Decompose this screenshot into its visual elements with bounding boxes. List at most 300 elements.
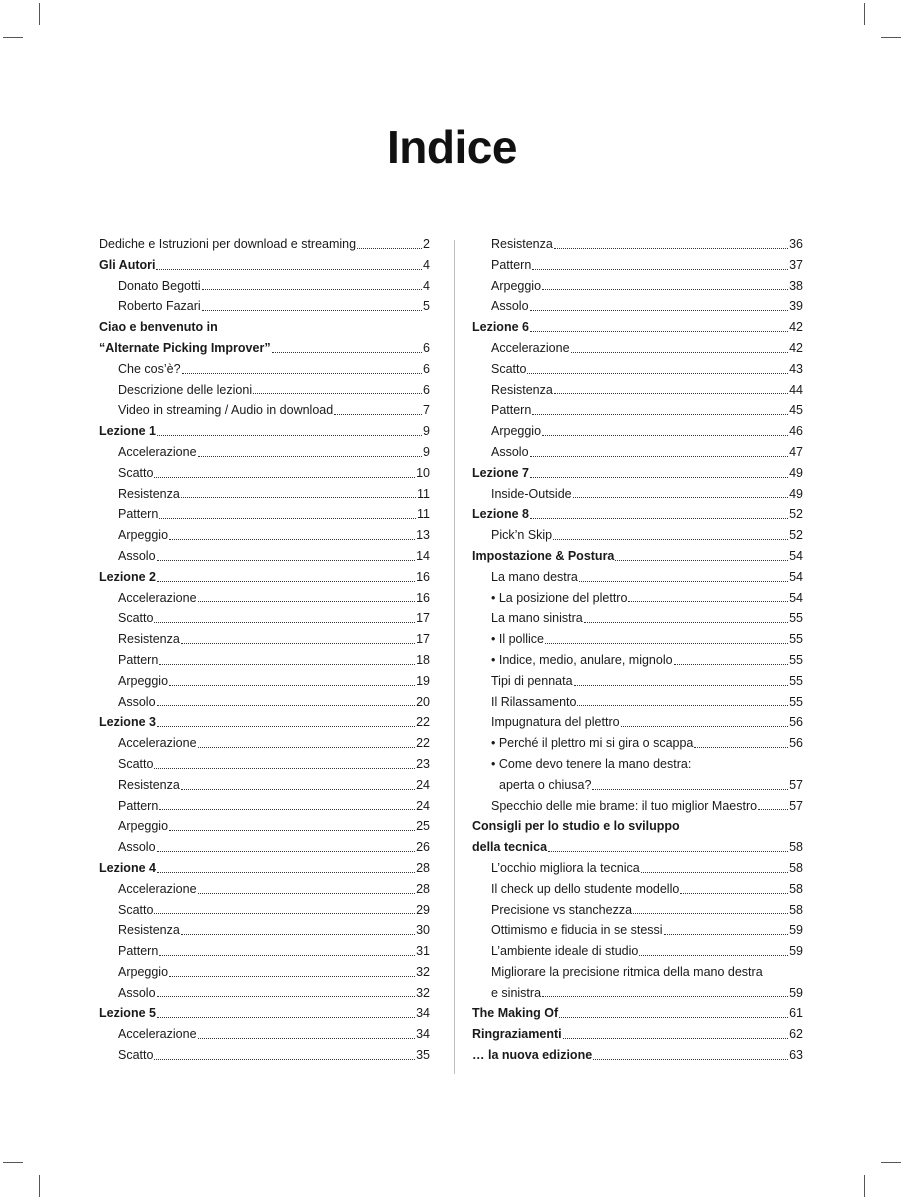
toc-entry[interactable] (99, 421, 430, 442)
toc-entry-page: 29 (416, 902, 430, 917)
toc-entry-label: Lezione 1 (99, 424, 156, 439)
toc-entry[interactable] (99, 941, 430, 962)
toc-entry[interactable] (472, 941, 803, 962)
toc-entry[interactable] (472, 463, 803, 484)
dot-leader (680, 893, 788, 894)
toc-entry-page: 13 (416, 528, 430, 543)
toc-entry-page: 56 (789, 736, 803, 751)
toc-entry[interactable] (99, 588, 430, 609)
toc-entry-page: 32 (416, 964, 430, 979)
toc-entry[interactable] (99, 733, 430, 754)
dot-leader (169, 830, 415, 831)
toc-entry-label: Pattern (491, 403, 532, 418)
toc-entry-page: 55 (789, 611, 803, 626)
toc-entry-page: 39 (789, 299, 803, 314)
toc-entry[interactable] (99, 650, 430, 671)
toc-entry-label: • La posizione del plettro (491, 590, 628, 605)
toc-entry-label: Arpeggio (118, 528, 169, 543)
toc-entry[interactable] (99, 712, 430, 733)
dot-leader (154, 1059, 415, 1060)
toc-entry-page: 55 (789, 632, 803, 647)
toc-entry-page: 35 (416, 1048, 430, 1063)
toc-entry[interactable] (472, 234, 803, 255)
dot-leader (157, 581, 415, 582)
toc-entry[interactable] (99, 296, 430, 317)
toc-entry[interactable] (99, 692, 430, 713)
toc-entry[interactable] (99, 837, 430, 858)
toc-entry-page: 19 (416, 673, 430, 688)
toc-entry-label: Assolo (118, 985, 156, 1000)
toc-entry-label: Lezione 6 (472, 320, 529, 335)
toc-entry-page: 7 (423, 403, 430, 418)
toc-entry-page: 11 (417, 507, 430, 522)
toc-entry[interactable] (99, 276, 430, 297)
toc-entry[interactable] (472, 317, 803, 338)
toc-entry-label: Accelerazione (118, 590, 197, 605)
toc-entry[interactable] (99, 317, 430, 338)
dot-leader (157, 851, 416, 852)
dot-leader (157, 560, 416, 561)
dot-leader (154, 768, 415, 769)
toc-entry-page: 46 (789, 424, 803, 439)
toc-entry-label: Pattern (491, 257, 532, 272)
toc-entry-page: 49 (789, 486, 803, 501)
toc-entry-label: Pattern (118, 652, 159, 667)
toc-entry[interactable] (472, 754, 803, 775)
toc-entry[interactable] (472, 650, 803, 671)
dot-leader (198, 747, 416, 748)
dot-leader (334, 414, 422, 415)
dot-leader (641, 872, 788, 873)
toc-entry-label: Arpeggio (491, 424, 542, 439)
toc-entry-label: L’occhio migliora la tecnica (491, 860, 640, 875)
toc-entry[interactable] (472, 671, 803, 692)
dot-leader (181, 789, 415, 790)
toc-entry-page: 61 (789, 1006, 803, 1021)
toc-entry[interactable] (99, 359, 430, 380)
toc-entry-page: 44 (789, 382, 803, 397)
toc-entry[interactable] (99, 504, 430, 525)
dot-leader (198, 1038, 416, 1039)
dot-leader (154, 477, 415, 478)
toc-entry-page: 9 (423, 424, 430, 439)
toc-entry-page: 32 (416, 985, 430, 1000)
toc-entry[interactable] (472, 546, 803, 567)
toc-entry-page: 16 (416, 569, 430, 584)
crop-mark (881, 1162, 901, 1163)
dot-leader (571, 352, 789, 353)
dot-leader (157, 1017, 415, 1018)
dot-leader (574, 685, 789, 686)
toc-entry[interactable] (472, 983, 803, 1004)
toc-entry-page: 4 (423, 278, 430, 293)
toc-entry[interactable] (472, 421, 803, 442)
dot-leader (563, 1038, 788, 1039)
toc-entry-page: 57 (789, 777, 803, 792)
toc-entry[interactable] (472, 900, 803, 921)
toc-entry-page: 54 (789, 569, 803, 584)
dot-leader (530, 518, 788, 519)
toc-entry[interactable] (99, 671, 430, 692)
dot-leader (548, 851, 788, 852)
toc-entry-label: Accelerazione (118, 881, 197, 896)
toc-entry-label: Precisione vs stanchezza (491, 902, 633, 917)
toc-entry-label: Arpeggio (118, 819, 169, 834)
crop-mark (881, 37, 901, 38)
toc-entry[interactable] (99, 983, 430, 1004)
toc-entry[interactable] (99, 608, 430, 629)
dot-leader (545, 643, 788, 644)
toc-entry-label: Arpeggio (491, 278, 542, 293)
toc-entry-page: 52 (789, 528, 803, 543)
toc-entry-label: Gli Autori (99, 257, 156, 272)
toc-entry-page: 49 (789, 465, 803, 480)
dot-leader (664, 934, 789, 935)
toc-entry[interactable] (99, 1045, 430, 1066)
toc-entry-page: 58 (789, 881, 803, 896)
crop-mark (39, 3, 40, 25)
toc-entry-label: aperta o chiusa? (499, 777, 592, 792)
toc-entry-page: 6 (423, 361, 430, 376)
dot-leader (559, 1017, 788, 1018)
toc-entry[interactable] (99, 400, 430, 421)
toc-entry-label: Specchio delle mie brame: il tuo miglior Maestro (491, 798, 758, 813)
toc-entry[interactable] (472, 816, 803, 837)
toc-entry[interactable] (99, 858, 430, 879)
toc-entry[interactable] (99, 255, 430, 276)
dot-leader (159, 664, 415, 665)
dot-leader (615, 560, 788, 561)
toc-entry[interactable] (99, 962, 430, 983)
toc-entry-label: Ringraziamenti (472, 1027, 562, 1042)
toc-entry-label: della tecnica (472, 840, 548, 855)
toc-entry-page: 23 (416, 756, 430, 771)
dot-leader (182, 373, 423, 374)
toc-entry-label: Resistenza (118, 923, 180, 938)
dot-leader (157, 726, 415, 727)
toc-entry-label: Lezione 4 (99, 860, 156, 875)
toc-entry-page: 36 (789, 237, 803, 251)
toc-entry-page: 17 (416, 611, 430, 626)
toc-entry-label: Resistenza (491, 237, 553, 251)
toc-entry-label: Resistenza (118, 486, 180, 501)
toc-entry-label: Accelerazione (491, 340, 570, 355)
toc-entry-label: Il check up dello studente modello (491, 881, 680, 896)
toc-entry[interactable] (472, 837, 803, 858)
dot-leader (157, 996, 416, 997)
toc-entry[interactable] (472, 567, 803, 588)
crop-mark (3, 1162, 23, 1163)
toc-entry-page: 9 (423, 444, 430, 459)
toc-entry-label: Pattern (118, 944, 159, 959)
toc-entry-label: Lezione 8 (472, 507, 529, 522)
crop-mark (3, 37, 23, 38)
toc-entry[interactable] (99, 338, 430, 359)
toc-entry[interactable] (472, 733, 803, 754)
toc-entry-label: Assolo (118, 840, 156, 855)
dot-leader (530, 310, 789, 311)
dot-leader (639, 955, 788, 956)
toc-entry-page: 24 (416, 798, 430, 813)
toc-entry-page: 42 (789, 340, 803, 355)
toc-entry-page: 11 (417, 486, 430, 501)
toc-entry[interactable] (472, 712, 803, 733)
toc-entry-page: 62 (789, 1027, 803, 1042)
toc-entry-label: … la nuova edizione (472, 1048, 593, 1063)
dot-leader (181, 934, 415, 935)
toc-entry-page: 10 (416, 465, 430, 480)
toc-entry-page: 16 (416, 590, 430, 605)
toc-entry-label: “Alternate Picking Improver” (99, 340, 271, 355)
toc-entry-label: Assolo (491, 299, 529, 314)
toc-entry[interactable] (472, 276, 803, 297)
column-divider (454, 240, 455, 1074)
dot-leader (157, 705, 416, 706)
toc-entry-page: 57 (789, 798, 803, 813)
toc-entry-label: Scatto (491, 361, 527, 376)
dot-leader (694, 747, 788, 748)
toc-entry[interactable] (99, 1003, 430, 1024)
toc-entry-label: Arpeggio (118, 673, 169, 688)
toc-right-column (472, 234, 803, 1066)
dot-leader (198, 601, 416, 602)
dot-leader (579, 581, 788, 582)
toc-entry-label: Assolo (118, 548, 156, 563)
toc-entry-label: The Making Of (472, 1006, 559, 1021)
dot-leader (530, 456, 789, 457)
dot-leader (156, 269, 422, 270)
toc-entry-label: Video in streaming / Audio in download (118, 403, 334, 418)
toc-entry-label: La mano sinistra (491, 611, 583, 626)
toc-entry[interactable] (99, 463, 430, 484)
dot-leader (542, 996, 788, 997)
toc-entry-page: 14 (416, 548, 430, 563)
toc-entry-label: Impugnatura del plettro (491, 715, 620, 730)
toc-entry-page: 58 (789, 860, 803, 875)
dot-leader (169, 539, 415, 540)
toc-entry-page: 54 (789, 590, 803, 605)
toc-entry-label: Resistenza (118, 632, 180, 647)
dot-leader (198, 456, 423, 457)
toc-entry[interactable] (472, 962, 803, 983)
dot-leader (674, 664, 789, 665)
toc-entry-page: 25 (416, 819, 430, 834)
dot-leader (169, 685, 415, 686)
toc-entry-page: 59 (789, 985, 803, 1000)
toc-entry-page: 43 (789, 361, 803, 376)
dot-leader (181, 497, 416, 498)
toc-entry[interactable] (472, 588, 803, 609)
toc-entry-label: Assolo (491, 444, 529, 459)
toc-entry-label: Pick’n Skip (491, 528, 553, 543)
toc-entry[interactable] (472, 629, 803, 650)
toc-entry-label: Lezione 7 (472, 465, 529, 480)
toc-entry-page: 58 (789, 902, 803, 917)
toc-entry-page: 2 (423, 237, 430, 251)
toc-entry-page: 55 (789, 673, 803, 688)
toc-entry-label: Resistenza (118, 777, 180, 792)
dot-leader (159, 518, 416, 519)
toc-entry[interactable] (99, 234, 430, 255)
toc-entry-label: Descrizione delle lezioni (118, 382, 253, 397)
toc-entry-label: Resistenza (491, 382, 553, 397)
toc-entry-label: Arpeggio (118, 964, 169, 979)
toc-entry-page: 4 (423, 257, 430, 272)
toc-entry-label: Consigli per lo studio e lo sviluppo (472, 819, 680, 834)
toc-entry-label: e sinistra (491, 985, 542, 1000)
toc-entry[interactable] (472, 380, 803, 401)
toc-entry[interactable] (472, 920, 803, 941)
crop-mark (864, 1175, 865, 1197)
toc-entry[interactable] (99, 775, 430, 796)
dot-leader (554, 248, 788, 249)
dot-leader (532, 269, 788, 270)
toc-entry[interactable] (99, 442, 430, 463)
toc-entry[interactable] (99, 816, 430, 837)
dot-leader (584, 622, 788, 623)
toc-entry[interactable] (472, 879, 803, 900)
toc-entry-page: 47 (789, 444, 803, 459)
toc-entry[interactable] (472, 359, 803, 380)
toc-entry-label: Inside-Outside (491, 486, 572, 501)
toc-entry-label: Ciao e benvenuto in (99, 320, 218, 335)
toc-entry-label: Dediche e Istruzioni per download e streaming (99, 237, 357, 251)
toc-entry-page: 22 (416, 715, 430, 730)
toc-entry-label: L’ambiente ideale di studio (491, 944, 639, 959)
toc-entry-label: Scatto (118, 1048, 154, 1063)
toc-entry-label: Donato Begotti (118, 278, 201, 293)
toc-entry-page: 34 (416, 1027, 430, 1042)
toc-entry[interactable] (472, 338, 803, 359)
toc-entry-page: 38 (789, 278, 803, 293)
toc-entry[interactable] (472, 504, 803, 525)
toc-entry-page: 6 (423, 382, 430, 397)
toc-entry[interactable] (99, 567, 430, 588)
toc-entry-page: 56 (789, 715, 803, 730)
toc-entry[interactable] (472, 400, 803, 421)
toc-entry-page: 63 (789, 1048, 803, 1063)
toc-entry-label: Accelerazione (118, 1027, 197, 1042)
toc-entry-page: 45 (789, 403, 803, 418)
toc-entry-label: Ottimismo e fiducia in se stessi (491, 923, 663, 938)
toc-entry-label: Pattern (118, 507, 159, 522)
toc-entry-label: Lezione 2 (99, 569, 156, 584)
toc-entry[interactable] (472, 608, 803, 629)
dot-leader (592, 789, 788, 790)
toc-entry[interactable] (472, 1045, 803, 1066)
toc-entry-label: Lezione 3 (99, 715, 156, 730)
toc-entry[interactable] (99, 879, 430, 900)
dot-leader (573, 497, 788, 498)
toc-entry[interactable] (472, 692, 803, 713)
toc-entry-page: 52 (789, 507, 803, 522)
toc-entry-page: 55 (789, 694, 803, 709)
toc-entry-page: 24 (416, 777, 430, 792)
toc-entry[interactable] (472, 1024, 803, 1045)
dot-leader (553, 539, 788, 540)
toc-entry-page: 22 (416, 736, 430, 751)
toc-entry-page: 28 (416, 860, 430, 875)
toc-entry-label: Scatto (118, 611, 154, 626)
toc-entry[interactable] (99, 920, 430, 941)
dot-leader (253, 393, 422, 394)
toc-entry[interactable] (472, 255, 803, 276)
toc-entry-label: Lezione 5 (99, 1006, 156, 1021)
toc-entry-label: Il Rilassamento (491, 694, 577, 709)
toc-entry-page: 6 (423, 340, 430, 355)
dot-leader (157, 435, 422, 436)
dot-leader (272, 352, 422, 353)
toc-entry-label: Assolo (118, 694, 156, 709)
toc-entry-page: 5 (423, 299, 430, 314)
toc-entry[interactable] (472, 858, 803, 879)
dot-leader (621, 726, 789, 727)
toc-entry[interactable] (472, 525, 803, 546)
toc-entry-label: • Come devo tenere la mano destra: (491, 756, 692, 771)
toc-entry-label: Accelerazione (118, 736, 197, 751)
toc-entry-page: 26 (416, 840, 430, 855)
toc-entry[interactable] (99, 1024, 430, 1045)
toc-entry[interactable] (99, 484, 430, 505)
dot-leader (593, 1059, 788, 1060)
toc-entry[interactable] (99, 900, 430, 921)
toc-entry[interactable] (99, 525, 430, 546)
toc-entry-page: 30 (416, 923, 430, 938)
toc-entry[interactable] (472, 796, 803, 817)
toc-entry[interactable] (472, 1003, 803, 1024)
dot-leader (154, 913, 415, 914)
toc-entry-label: Impostazione & Postura (472, 548, 615, 563)
toc-entry[interactable] (472, 484, 803, 505)
toc-entry-page: 34 (416, 1006, 430, 1021)
toc-entry-label: Migliorare la precisione ritmica della mano destra (491, 964, 763, 979)
toc-entry-page: 20 (416, 694, 430, 709)
dot-leader (159, 955, 415, 956)
toc-entry-label: • Indice, medio, anulare, mignolo (491, 652, 673, 667)
toc-entry-page: 37 (789, 257, 803, 272)
dot-leader (159, 809, 415, 810)
dot-leader (542, 435, 788, 436)
toc-entry[interactable] (472, 296, 803, 317)
toc-entry-page: 59 (789, 923, 803, 938)
toc-entry-label: Tipi di pennata (491, 673, 573, 688)
dot-leader (633, 913, 788, 914)
toc-entry[interactable] (472, 442, 803, 463)
toc-entry[interactable] (99, 754, 430, 775)
toc-entry-label: La mano destra (491, 569, 578, 584)
dot-leader (530, 331, 788, 332)
toc-entry[interactable] (99, 546, 430, 567)
dot-leader (758, 809, 788, 810)
toc-entry-label: Accelerazione (118, 444, 197, 459)
toc-entry-page: 58 (789, 840, 803, 855)
toc-entry[interactable] (99, 796, 430, 817)
toc-entry-page: 31 (416, 944, 430, 959)
dot-leader (527, 373, 788, 374)
toc-entry[interactable] (472, 775, 803, 796)
dot-leader (181, 643, 415, 644)
dot-leader (202, 310, 422, 311)
dot-leader (202, 289, 422, 290)
toc-entry[interactable] (99, 629, 430, 650)
toc-entry-label: Scatto (118, 465, 154, 480)
toc-entry-label: Pattern (118, 798, 159, 813)
dot-leader (198, 893, 416, 894)
toc-entry-page: 28 (416, 881, 430, 896)
crop-mark (39, 1175, 40, 1197)
crop-mark (864, 3, 865, 25)
toc-entry[interactable] (99, 380, 430, 401)
